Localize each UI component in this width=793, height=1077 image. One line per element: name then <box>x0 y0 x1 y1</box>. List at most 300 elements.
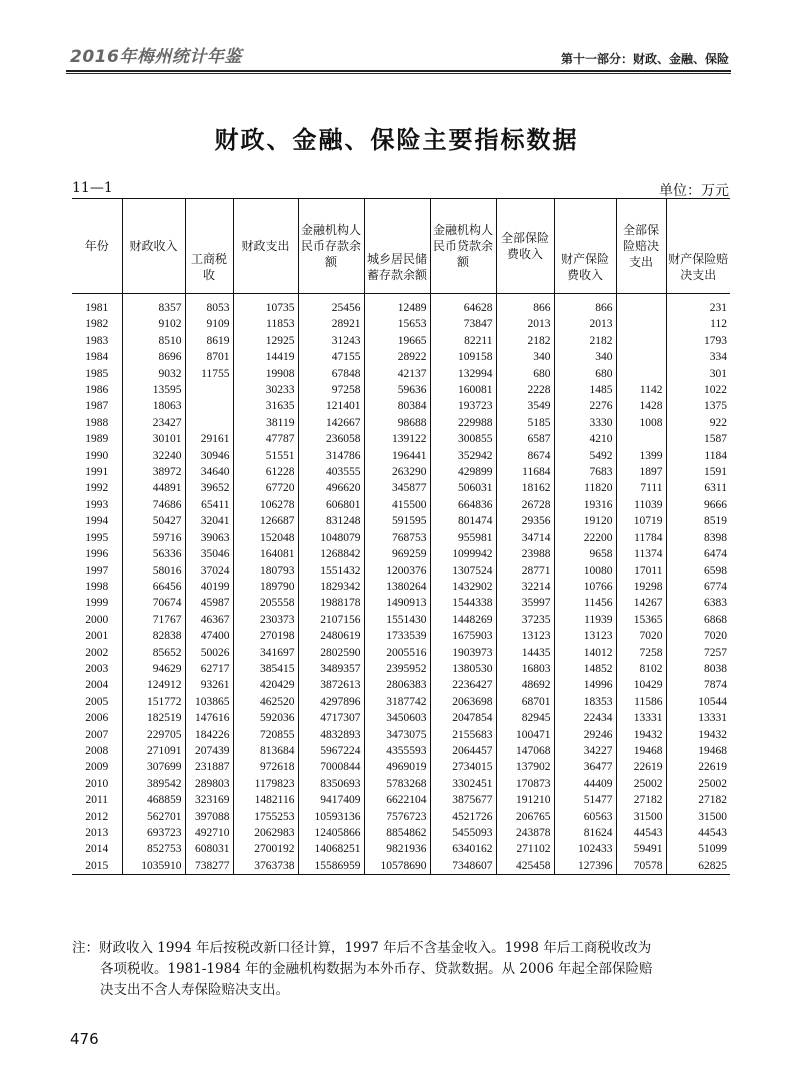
value-cell: 10429 <box>616 677 666 693</box>
value-cell: 1490913 <box>364 595 430 611</box>
value-cell: 8350693 <box>298 776 364 792</box>
value-cell: 19908 <box>233 366 298 382</box>
value-cell: 13331 <box>616 710 666 726</box>
value-cell: 10593136 <box>298 809 364 825</box>
value-cell: 93261 <box>185 677 233 693</box>
value-cell: 19665 <box>364 333 430 349</box>
value-cell: 70674 <box>122 595 185 611</box>
value-cell: 14068251 <box>298 841 364 857</box>
value-cell: 35046 <box>185 546 233 562</box>
table-row <box>72 841 730 857</box>
value-cell: 23988 <box>496 546 554 562</box>
value-cell: 12489 <box>364 294 430 317</box>
value-cell: 31500 <box>666 809 730 825</box>
value-cell: 39063 <box>185 530 233 546</box>
table-row <box>72 513 730 529</box>
value-cell: 106278 <box>233 497 298 513</box>
value-cell: 151772 <box>122 694 185 710</box>
value-cell: 100471 <box>496 727 554 743</box>
value-cell: 1897 <box>616 464 666 480</box>
value-cell: 1551430 <box>364 612 430 628</box>
value-cell: 207439 <box>185 743 233 759</box>
value-cell: 66456 <box>122 579 185 595</box>
value-cell: 32041 <box>185 513 233 529</box>
value-cell: 801474 <box>430 513 496 529</box>
value-cell: 67720 <box>233 480 298 496</box>
value-cell: 19298 <box>616 579 666 595</box>
value-cell: 236058 <box>298 431 364 447</box>
value-cell: 132994 <box>430 366 496 382</box>
year-cell: 2005 <box>72 694 122 710</box>
table-row <box>72 431 730 447</box>
value-cell: 385415 <box>233 661 298 677</box>
year-cell: 1982 <box>72 316 122 332</box>
table-row <box>72 546 730 562</box>
value-cell: 8398 <box>666 530 730 546</box>
table-row <box>72 858 730 875</box>
value-cell: 31243 <box>298 333 364 349</box>
value-cell: 1200376 <box>364 563 430 579</box>
year-cell: 1983 <box>72 333 122 349</box>
value-cell: 65411 <box>185 497 233 513</box>
value-cell: 415500 <box>364 497 430 513</box>
value-cell: 340 <box>554 349 616 365</box>
col-header-premium-income: 全部保险费收入 <box>496 199 554 294</box>
value-cell: 6587 <box>496 431 554 447</box>
value-cell: 6474 <box>666 546 730 562</box>
value-cell: 3875677 <box>430 792 496 808</box>
value-cell: 180793 <box>233 563 298 579</box>
value-cell: 1988178 <box>298 595 364 611</box>
value-cell: 6383 <box>666 595 730 611</box>
value-cell: 191210 <box>496 792 554 808</box>
value-cell: 44543 <box>666 825 730 841</box>
col-header-loans: 金融机构人民币贷款余额 <box>430 199 496 294</box>
table-row <box>72 612 730 628</box>
value-cell: 3473075 <box>364 727 430 743</box>
year-cell: 2001 <box>72 628 122 644</box>
value-cell: 42137 <box>364 366 430 382</box>
value-cell: 1432902 <box>430 579 496 595</box>
value-cell: 205558 <box>233 595 298 611</box>
value-cell: 1008 <box>616 415 666 431</box>
value-cell: 19432 <box>666 727 730 743</box>
value-cell: 137902 <box>496 759 554 775</box>
value-cell: 14012 <box>554 645 616 661</box>
year-cell: 1989 <box>72 431 122 447</box>
value-cell: 46367 <box>185 612 233 628</box>
value-cell: 591595 <box>364 513 430 529</box>
value-cell: 22200 <box>554 530 616 546</box>
value-cell: 14852 <box>554 661 616 677</box>
value-cell: 109158 <box>430 349 496 365</box>
value-cell: 972618 <box>233 759 298 775</box>
value-cell: 102433 <box>554 841 616 857</box>
value-cell: 1375 <box>666 398 730 414</box>
value-cell: 13123 <box>554 628 616 644</box>
table-row <box>72 628 730 644</box>
table-row <box>72 661 730 677</box>
value-cell: 6774 <box>666 579 730 595</box>
value-cell: 9658 <box>554 546 616 562</box>
value-cell: 5783268 <box>364 776 430 792</box>
value-cell: 7020 <box>616 628 666 644</box>
value-cell: 6598 <box>666 563 730 579</box>
value-cell: 389542 <box>122 776 185 792</box>
value-cell: 1829342 <box>298 579 364 595</box>
value-cell: 7000844 <box>298 759 364 775</box>
value-cell: 1587 <box>666 431 730 447</box>
value-cell: 11039 <box>616 497 666 513</box>
value-cell: 7576723 <box>364 809 430 825</box>
value-cell: 397088 <box>185 809 233 825</box>
value-cell: 34640 <box>185 464 233 480</box>
col-header-year: 年份 <box>72 199 122 294</box>
value-cell: 231 <box>666 294 730 317</box>
value-cell: 314786 <box>298 448 364 464</box>
value-cell: 345877 <box>364 480 430 496</box>
value-cell: 30233 <box>233 382 298 398</box>
value-cell: 10735 <box>233 294 298 317</box>
year-cell: 2007 <box>72 727 122 743</box>
table-row <box>72 294 730 317</box>
value-cell: 13123 <box>496 628 554 644</box>
value-cell: 7111 <box>616 480 666 496</box>
value-cell: 127396 <box>554 858 616 875</box>
value-cell: 922 <box>666 415 730 431</box>
value-cell: 289803 <box>185 776 233 792</box>
value-cell: 71767 <box>122 612 185 628</box>
value-cell: 32214 <box>496 579 554 595</box>
value-cell: 15653 <box>364 316 430 332</box>
table-row <box>72 349 730 365</box>
value-cell: 462520 <box>233 694 298 710</box>
value-cell: 28922 <box>364 349 430 365</box>
value-cell: 48692 <box>496 677 554 693</box>
value-cell: 16803 <box>496 661 554 677</box>
value-cell: 492710 <box>185 825 233 841</box>
value-cell: 196441 <box>364 448 430 464</box>
value-cell: 14419 <box>233 349 298 365</box>
value-cell: 73847 <box>430 316 496 332</box>
value-cell: 64628 <box>430 294 496 317</box>
year-cell: 2009 <box>72 759 122 775</box>
value-cell: 10719 <box>616 513 666 529</box>
value-cell: 35997 <box>496 595 554 611</box>
year-cell: 2008 <box>72 743 122 759</box>
year-cell: 2003 <box>72 661 122 677</box>
value-cell: 2107156 <box>298 612 364 628</box>
value-cell: 103865 <box>185 694 233 710</box>
col-header-claims: 全部保险赔决支出 <box>616 199 666 294</box>
value-cell: 19432 <box>616 727 666 743</box>
value-cell: 2155683 <box>430 727 496 743</box>
value-cell: 60563 <box>554 809 616 825</box>
value-cell: 8357 <box>122 294 185 317</box>
value-cell: 468859 <box>122 792 185 808</box>
value-cell: 2013 <box>554 316 616 332</box>
table-row <box>72 382 730 398</box>
value-cell: 47787 <box>233 431 298 447</box>
value-cell: 955981 <box>430 530 496 546</box>
value-cell: 12405866 <box>298 825 364 841</box>
year-cell: 2006 <box>72 710 122 726</box>
col-header-deposits: 金融机构人民币存款余额 <box>298 199 364 294</box>
value-cell: 56336 <box>122 546 185 562</box>
value-cell: 813684 <box>233 743 298 759</box>
value-cell: 19120 <box>554 513 616 529</box>
value-cell: 37235 <box>496 612 554 628</box>
value-cell: 340 <box>496 349 554 365</box>
value-cell: 1485 <box>554 382 616 398</box>
value-cell: 31635 <box>233 398 298 414</box>
table-row <box>72 316 730 332</box>
value-cell: 82945 <box>496 710 554 726</box>
value-cell: 94629 <box>122 661 185 677</box>
year-cell: 2012 <box>72 809 122 825</box>
value-cell: 1142 <box>616 382 666 398</box>
value-cell: 4210 <box>554 431 616 447</box>
value-cell: 14267 <box>616 595 666 611</box>
value-cell: 47155 <box>298 349 364 365</box>
table-row <box>72 694 730 710</box>
value-cell: 25002 <box>666 776 730 792</box>
value-cell: 6311 <box>666 480 730 496</box>
table-row <box>72 727 730 743</box>
value-cell: 2276 <box>554 398 616 414</box>
value-cell: 160081 <box>430 382 496 398</box>
table-row <box>72 579 730 595</box>
value-cell: 4297896 <box>298 694 364 710</box>
value-cell: 2395952 <box>364 661 430 677</box>
value-cell: 271091 <box>122 743 185 759</box>
value-cell: 2734015 <box>430 759 496 775</box>
value-cell: 230373 <box>233 612 298 628</box>
value-cell: 270198 <box>233 628 298 644</box>
value-cell: 680 <box>554 366 616 382</box>
value-cell: 82211 <box>430 333 496 349</box>
value-cell: 25002 <box>616 776 666 792</box>
value-cell: 51477 <box>554 792 616 808</box>
value-cell: 1675903 <box>430 628 496 644</box>
value-cell: 12925 <box>233 333 298 349</box>
value-cell: 852753 <box>122 841 185 857</box>
year-cell: 1992 <box>72 480 122 496</box>
value-cell: 27182 <box>666 792 730 808</box>
value-cell: 26728 <box>496 497 554 513</box>
table-row <box>72 333 730 349</box>
value-cell: 2480619 <box>298 628 364 644</box>
value-cell: 27182 <box>616 792 666 808</box>
footnote-line-2: 各项税收。1981-1984 年的金融机构数据为本外币存、贷款数据。从 2006 年起全部保险赔 <box>100 961 653 977</box>
year-cell: 1987 <box>72 398 122 414</box>
col-header-tax: 工商税收 <box>185 199 233 294</box>
value-cell: 51099 <box>666 841 730 857</box>
value-cell: 68701 <box>496 694 554 710</box>
value-cell: 1307524 <box>430 563 496 579</box>
value-cell: 44543 <box>616 825 666 841</box>
value-cell: 13331 <box>666 710 730 726</box>
year-cell: 2002 <box>72 645 122 661</box>
table-row <box>72 595 730 611</box>
value-cell: 13595 <box>122 382 185 398</box>
value-cell <box>616 349 666 365</box>
table-row <box>72 825 730 841</box>
year-cell: 2004 <box>72 677 122 693</box>
value-cell: 4969019 <box>364 759 430 775</box>
table-row <box>72 563 730 579</box>
value-cell: 3549 <box>496 398 554 414</box>
year-cell: 2010 <box>72 776 122 792</box>
value-cell: 39652 <box>185 480 233 496</box>
value-cell: 831248 <box>298 513 364 529</box>
value-cell: 206765 <box>496 809 554 825</box>
value-cell: 307699 <box>122 759 185 775</box>
value-cell: 592036 <box>233 710 298 726</box>
value-cell: 3330 <box>554 415 616 431</box>
year-cell: 1999 <box>72 595 122 611</box>
value-cell: 323169 <box>185 792 233 808</box>
value-cell: 2062983 <box>233 825 298 841</box>
value-cell: 147616 <box>185 710 233 726</box>
value-cell: 1380264 <box>364 579 430 595</box>
value-cell: 680 <box>496 366 554 382</box>
value-cell: 229988 <box>430 415 496 431</box>
value-cell: 10766 <box>554 579 616 595</box>
value-cell: 738277 <box>185 858 233 875</box>
table-row <box>72 415 730 431</box>
footnote-line-1: 注：财政收入 1994 年后按税改新口径计算，1997 年后不含基金收入。1998 年后工商税收改为 <box>72 940 652 956</box>
value-cell: 5492 <box>554 448 616 464</box>
value-cell: 18162 <box>496 480 554 496</box>
year-cell: 1994 <box>72 513 122 529</box>
value-cell: 11586 <box>616 694 666 710</box>
value-cell: 164081 <box>233 546 298 562</box>
value-cell: 1903973 <box>430 645 496 661</box>
value-cell: 866 <box>496 294 554 317</box>
value-cell: 8854862 <box>364 825 430 841</box>
value-cell: 15365 <box>616 612 666 628</box>
value-cell: 19468 <box>666 743 730 759</box>
value-cell: 231887 <box>185 759 233 775</box>
year-cell: 2011 <box>72 792 122 808</box>
value-cell: 34227 <box>554 743 616 759</box>
value-cell: 18353 <box>554 694 616 710</box>
value-cell <box>616 366 666 382</box>
value-cell: 38119 <box>233 415 298 431</box>
value-cell: 693723 <box>122 825 185 841</box>
table-row <box>72 464 730 480</box>
col-header-property-premium: 财产保险费收入 <box>554 199 616 294</box>
value-cell: 10578690 <box>364 858 430 875</box>
value-cell: 229705 <box>122 727 185 743</box>
value-cell: 1544338 <box>430 595 496 611</box>
value-cell: 8619 <box>185 333 233 349</box>
value-cell: 85652 <box>122 645 185 661</box>
value-cell: 8038 <box>666 661 730 677</box>
value-cell: 51551 <box>233 448 298 464</box>
table-row <box>72 677 730 693</box>
value-cell: 112 <box>666 316 730 332</box>
value-cell: 3872613 <box>298 677 364 693</box>
year-cell: 1981 <box>72 294 122 317</box>
value-cell <box>185 398 233 414</box>
value-cell: 7258 <box>616 645 666 661</box>
value-cell: 18063 <box>122 398 185 414</box>
table-row <box>72 645 730 661</box>
value-cell: 37024 <box>185 563 233 579</box>
value-cell: 50026 <box>185 645 233 661</box>
page-number: 476 <box>70 1030 99 1048</box>
value-cell: 82838 <box>122 628 185 644</box>
value-cell: 2182 <box>496 333 554 349</box>
table-header-row <box>72 199 730 294</box>
col-header-property-claims: 财产保险赔决支出 <box>666 199 730 294</box>
year-cell: 1991 <box>72 464 122 480</box>
value-cell: 121401 <box>298 398 364 414</box>
value-cell: 768753 <box>364 530 430 546</box>
year-cell: 1995 <box>72 530 122 546</box>
value-cell: 1399 <box>616 448 666 464</box>
value-cell: 97258 <box>298 382 364 398</box>
value-cell: 425458 <box>496 858 554 875</box>
footnote-line-3: 决支出不含人寿保险赔决支出。 <box>100 982 289 998</box>
value-cell: 193723 <box>430 398 496 414</box>
value-cell: 11853 <box>233 316 298 332</box>
year-cell: 1984 <box>72 349 122 365</box>
value-cell: 3450603 <box>364 710 430 726</box>
table-row <box>72 366 730 382</box>
value-cell: 22434 <box>554 710 616 726</box>
value-cell: 2236427 <box>430 677 496 693</box>
value-cell: 124912 <box>122 677 185 693</box>
value-cell: 1022 <box>666 382 730 398</box>
value-cell: 2047854 <box>430 710 496 726</box>
book-title: 2016年梅州统计年鉴 <box>70 47 242 67</box>
value-cell: 7348607 <box>430 858 496 875</box>
value-cell: 3302451 <box>430 776 496 792</box>
value-cell: 4717307 <box>298 710 364 726</box>
value-cell: 7874 <box>666 677 730 693</box>
value-cell: 5185 <box>496 415 554 431</box>
col-header-fiscal-revenue: 财政收入 <box>122 199 185 294</box>
value-cell: 25456 <box>298 294 364 317</box>
value-cell: 14996 <box>554 677 616 693</box>
value-cell: 2005516 <box>364 645 430 661</box>
value-cell: 1048079 <box>298 530 364 546</box>
table-row <box>72 497 730 513</box>
value-cell: 3489357 <box>298 661 364 677</box>
value-cell: 1733539 <box>364 628 430 644</box>
year-cell: 1998 <box>72 579 122 595</box>
value-cell: 184226 <box>185 727 233 743</box>
value-cell: 2806383 <box>364 677 430 693</box>
value-cell: 44891 <box>122 480 185 496</box>
value-cell: 11820 <box>554 480 616 496</box>
value-cell: 29246 <box>554 727 616 743</box>
value-cell: 2700192 <box>233 841 298 857</box>
value-cell: 3187742 <box>364 694 430 710</box>
value-cell: 11456 <box>554 595 616 611</box>
value-cell: 8696 <box>122 349 185 365</box>
value-cell: 1755253 <box>233 809 298 825</box>
value-cell: 8102 <box>616 661 666 677</box>
year-cell: 1993 <box>72 497 122 513</box>
value-cell: 98688 <box>364 415 430 431</box>
value-cell: 182519 <box>122 710 185 726</box>
value-cell: 8519 <box>666 513 730 529</box>
header-rule-thin <box>66 73 731 74</box>
